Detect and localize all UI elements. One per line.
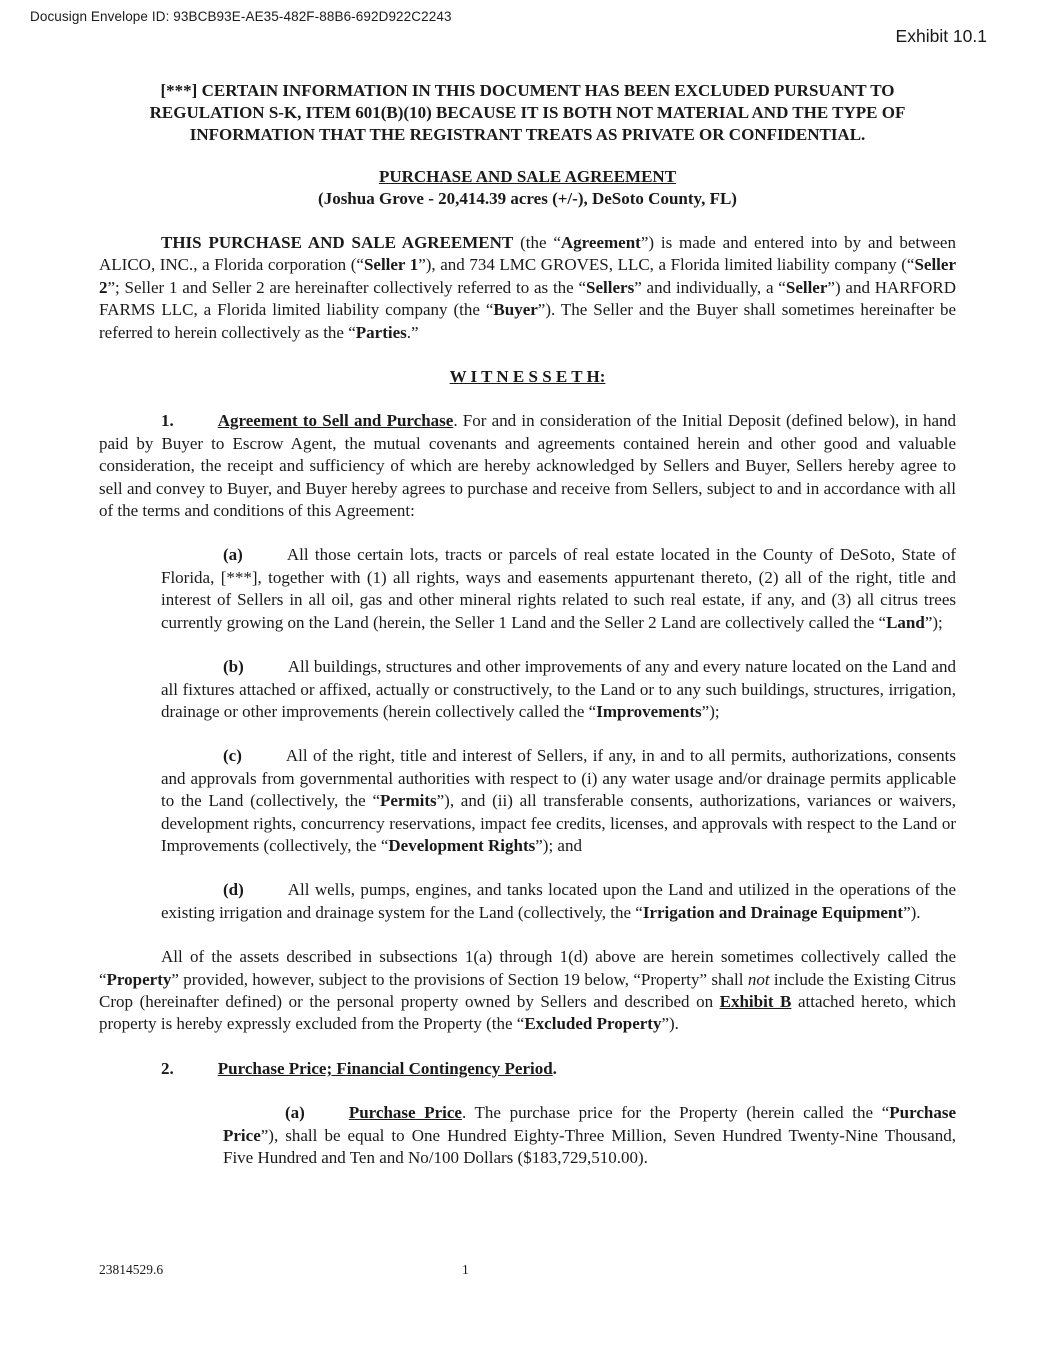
notice-line-3: INFORMATION THAT THE REGISTRANT TREATS AS PRIVATE OR CONFIDENTIAL. <box>189 125 866 144</box>
property-definition-paragraph: All of the assets described in subsections 1(a) through 1(d) above are herein sometimes collectively called the “Property” provided, however, subject to the provisions of Section 19 below, “Property” shall not include the Existing Citrus Crop (hereinafter defined) or the personal property owned by Sellers and described on Exhibit B attached hereto, which property is hereby expressly excluded from the Property (the “Excluded Property”). <box>99 947 956 1034</box>
document-subtitle: (Joshua Grove - 20,414.39 acres (+/-), DeSoto County, FL) <box>318 189 737 208</box>
section-1-paragraph: 1. Agreement to Sell and Purchase. For and in consideration of the Initial Deposit (defined below), in hand paid by Buyer to Escrow Agent, the mutual covenants and agreements contained herein and other good and valuable consideration, the receipt and sufficiency of which are hereby acknowledged by Sellers and Buyer, Sellers hereby agree to sell and convey to Buyer, and Buyer hereby agrees to purchase and receive from Sellers, subject to and in accordance with all of the terms and conditions of this Agreement: <box>99 411 956 521</box>
document-body <box>99 0 956 1169</box>
notice-line-2: REGULATION S-K, ITEM 601(B)(10) BECAUSE IT IS BOTH NOT MATERIAL AND THE TYPE OF <box>149 103 906 122</box>
confidentiality-notice <box>99 80 956 146</box>
subsection-1d-paragraph: (d) All wells, pumps, engines, and tanks located upon the Land and utilized in the operations of the existing irrigation and drainage system for the Land (collectively, the “Irrigation and Drainage Equipment”). <box>161 880 956 922</box>
subsection-1c-paragraph: (c) All of the right, title and interest of Sellers, if any, in and to all permits, authorizations, consents and approvals from governmental authorities with respect to (i) any water usage and/or drainage permits applicable to the Land (collectively, the “Permits”), and (ii) all transferable consents, authorizations, variances or waivers, development rights, concurrency reservations, impact fee credits, licenses, and approvals with respect to the Land or Improvements (collectively, the “Development Rights”); and <box>161 746 956 855</box>
document-title: PURCHASE AND SALE AGREEMENT <box>378 167 677 186</box>
exhibit-label: Exhibit 10.1 <box>895 26 987 46</box>
subsection-1a-paragraph: (a) All those certain lots, tracts or parcels of real estate located in the County of DeSoto, State of Florida, [***], together with (1) all rights, ways and easements appurtenant thereto, (2) all of the right, title and interest of Sellers in all oil, gas and other mineral rights related to such real estate, if any, and (3) all citrus trees currently growing on the Land (herein, the Seller 1 Land and the Seller 2 Land are collectively called the “Land”); <box>161 545 956 632</box>
intro-paragraph: THIS PURCHASE AND SALE AGREEMENT (the “Agreement”) is made and entered into by and between ALICO, INC., a Florida corporation (“Seller 1”), and 734 LMC GROVES, LLC, a Florida limited liability company (“Seller 2”; Seller 1 and Seller 2 are hereinafter collectively referred to as the “Sellers” and individually, a “Seller”) and HARFORD FARMS LLC, a Florida limited liability company (the “Buyer”). The Seller and the Buyer shall sometimes hereinafter be referred to herein collectively as the “Parties.” <box>99 233 956 342</box>
page-footer <box>99 1262 956 1278</box>
notice-line-1: [***] CERTAIN INFORMATION IN THIS DOCUMENT HAS BEEN EXCLUDED PURSUANT TO <box>160 81 895 100</box>
document-number: 23814529.6 <box>99 1262 164 1277</box>
witnesseth-heading: W I T N E S S E T H: <box>449 367 606 387</box>
docusign-envelope-id: Docusign Envelope ID: 93BCB93E-AE35-482F-88B6-692D922C2243 <box>30 9 452 24</box>
section-2-heading: 2. Purchase Price; Financial Contingency Period. <box>161 1058 557 1078</box>
page-number: 1 <box>462 1262 469 1277</box>
subsection-1b-paragraph: (b) All buildings, structures and other improvements of any and every nature located on the Land and all fixtures attached or affixed, actually or constructively, to the Land or to any such buildings, structures, irrigation, drainage or other improvements (herein collectively called the “Improvements”); <box>161 657 956 721</box>
subsection-2a-paragraph: (a) Purchase Price. The purchase price for the Property (herein called the “Purchase Price”), shall be equal to One Hundred Eighty-Three Million, Seven Hundred Twenty-Nine Thousand, Five Hundred and Ten and No/100 Dollars ($183,729,510.00). <box>223 1103 956 1167</box>
